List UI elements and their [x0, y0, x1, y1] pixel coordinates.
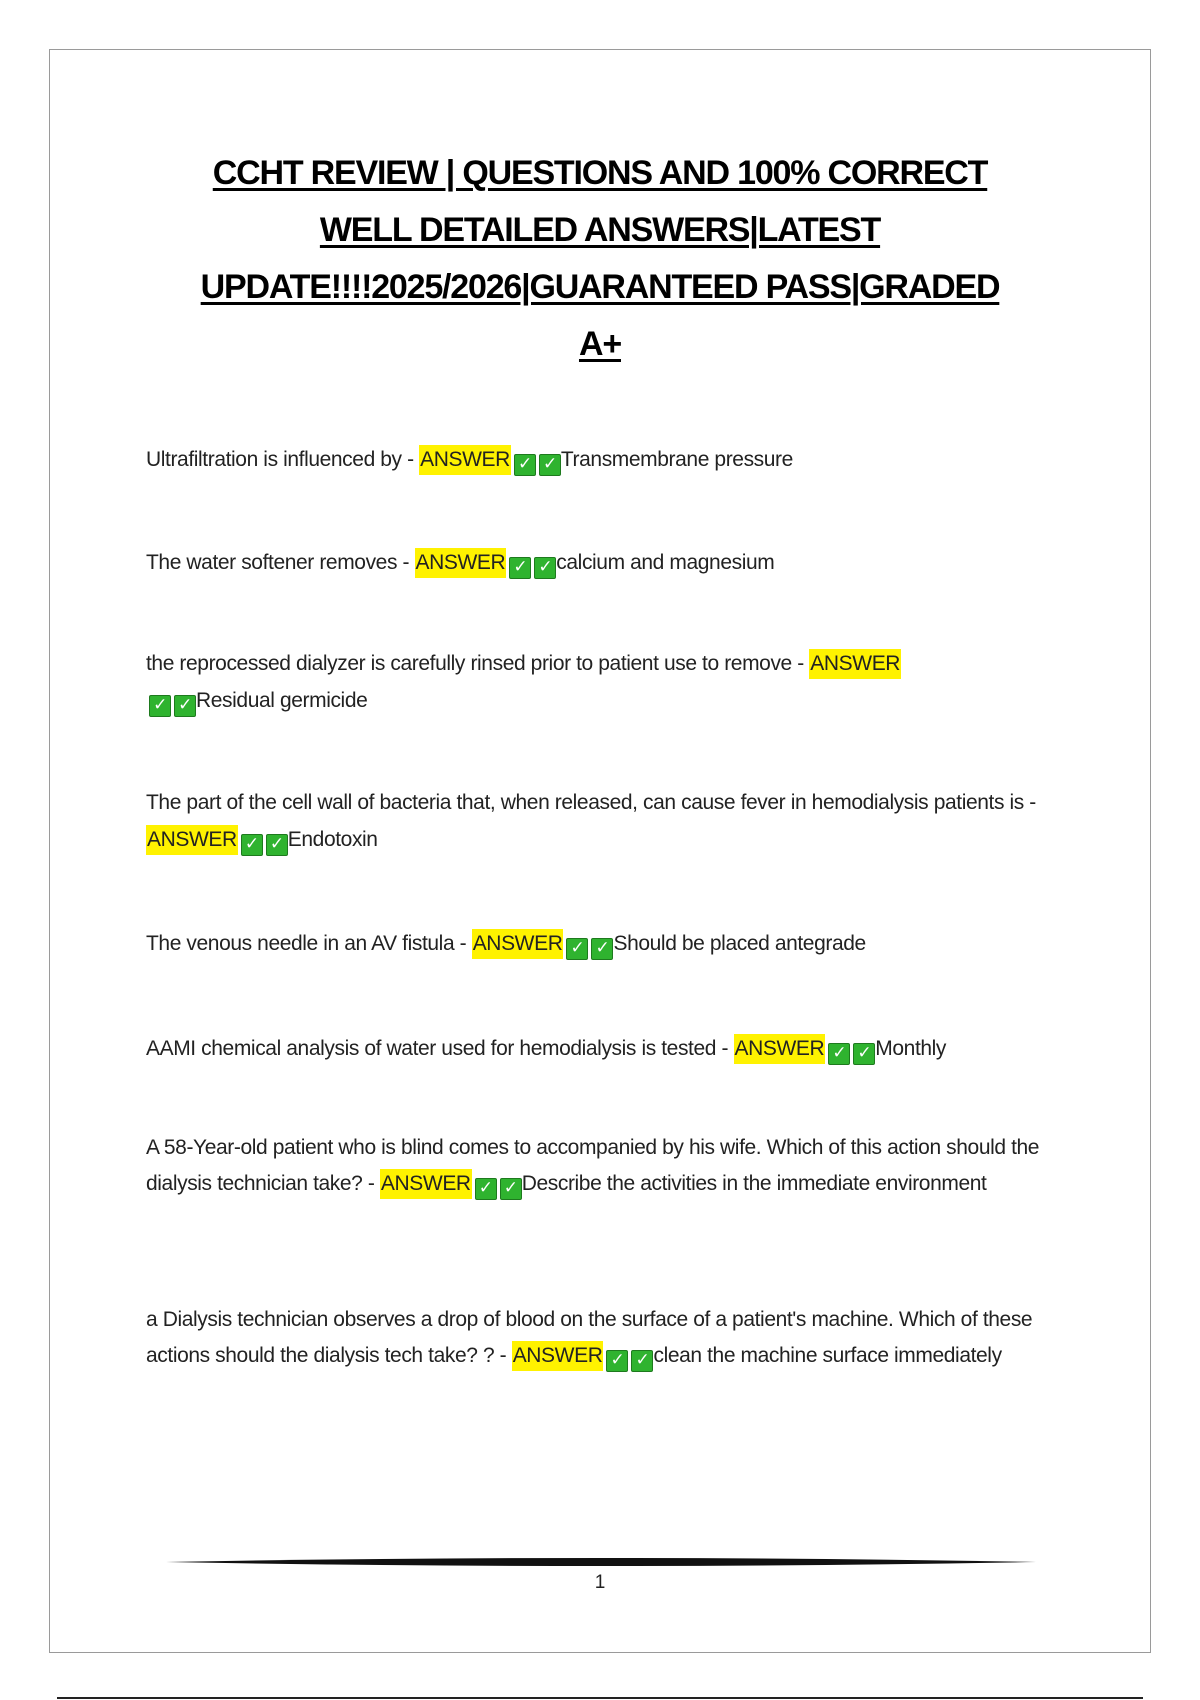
answer-label: ANSWER	[809, 649, 901, 679]
qa-item-4	[146, 784, 1046, 858]
question-text: Ultrafiltration is influenced by -	[146, 448, 420, 471]
check-mark-icon: ✓	[475, 1178, 497, 1200]
page-number: 1	[594, 1572, 606, 1593]
question-text: The venous needle in an AV fistula -	[146, 932, 472, 955]
answer-label: ANSWER	[734, 1034, 826, 1064]
qa-item-6	[146, 1030, 1066, 1067]
title-line: UPDATE!!!!2025/2026|GUARANTEED PASS|GRADED	[200, 268, 1000, 306]
check-mark-icon: ✓	[509, 557, 531, 579]
answer-text: clean the machine surface immediately	[653, 1344, 1002, 1367]
answer-text: Residual germicide	[196, 689, 368, 712]
check-mark-icon: ✓	[539, 454, 561, 476]
bottom-rule	[57, 1697, 1143, 1699]
qa-item-1	[146, 441, 1066, 478]
check-mark-icon: ✓	[853, 1043, 875, 1065]
qa-item-3	[146, 645, 906, 719]
answer-label: ANSWER	[380, 1169, 472, 1199]
qa-item-5	[146, 925, 1066, 962]
answer-text: Should be placed antegrade	[613, 932, 866, 955]
title-line: A+	[578, 325, 621, 363]
check-mark-icon: ✓	[591, 938, 613, 960]
title-line: CCHT REVIEW | QUESTIONS AND 100% CORRECT	[212, 154, 988, 192]
answer-text: Transmembrane pressure	[560, 448, 793, 471]
check-mark-icon: ✓	[514, 454, 536, 476]
answer-text: calcium and magnesium	[556, 551, 775, 574]
qa-item-7	[146, 1130, 1086, 1202]
answer-label: ANSWER	[419, 445, 511, 475]
check-mark-icon: ✓	[828, 1043, 850, 1065]
answer-label: ANSWER	[146, 825, 238, 855]
check-mark-icon: ✓	[266, 834, 288, 856]
answer-label: ANSWER	[415, 548, 507, 578]
qa-item-8	[146, 1302, 1066, 1374]
answer-label: ANSWER	[472, 929, 564, 959]
check-mark-icon: ✓	[500, 1178, 522, 1200]
check-mark-icon: ✓	[566, 938, 588, 960]
check-mark-icon: ✓	[631, 1350, 653, 1372]
question-text: The part of the cell wall of bacteria that, when released, can cause fever in hemodialysis patients is -	[146, 791, 1036, 814]
check-mark-icon: ✓	[606, 1350, 628, 1372]
question-text: A 58-Year-old patient who is blind comes to accompanied by his wife. Which of this action should the dialysis technician take? -	[146, 1136, 1040, 1195]
check-mark-icon: ✓	[174, 695, 196, 717]
qa-item-2	[146, 544, 1066, 581]
answer-text: Monthly	[875, 1037, 947, 1060]
footer-divider	[166, 1556, 1036, 1568]
answer-text: Endotoxin	[287, 828, 378, 851]
question-text: a Dialysis technician observes a drop of blood on the surface of a patient's machine. Which of these actions should the dialysis tech take? ? -	[146, 1308, 1033, 1367]
question-text: AAMI chemical analysis of water used for hemodialysis is tested -	[146, 1037, 734, 1060]
check-mark-icon: ✓	[241, 834, 263, 856]
question-text: The water softener removes -	[146, 551, 415, 574]
document-title	[140, 145, 1060, 373]
question-text: the reprocessed dialyzer is carefully rinsed prior to patient use to remove -	[146, 652, 810, 675]
check-mark-icon: ✓	[534, 557, 556, 579]
title-line: WELL DETAILED ANSWERS|LATEST	[319, 211, 881, 249]
answer-label: ANSWER	[512, 1341, 604, 1371]
check-mark-icon: ✓	[149, 695, 171, 717]
answer-text: Describe the activities in the immediate environment	[521, 1172, 987, 1195]
